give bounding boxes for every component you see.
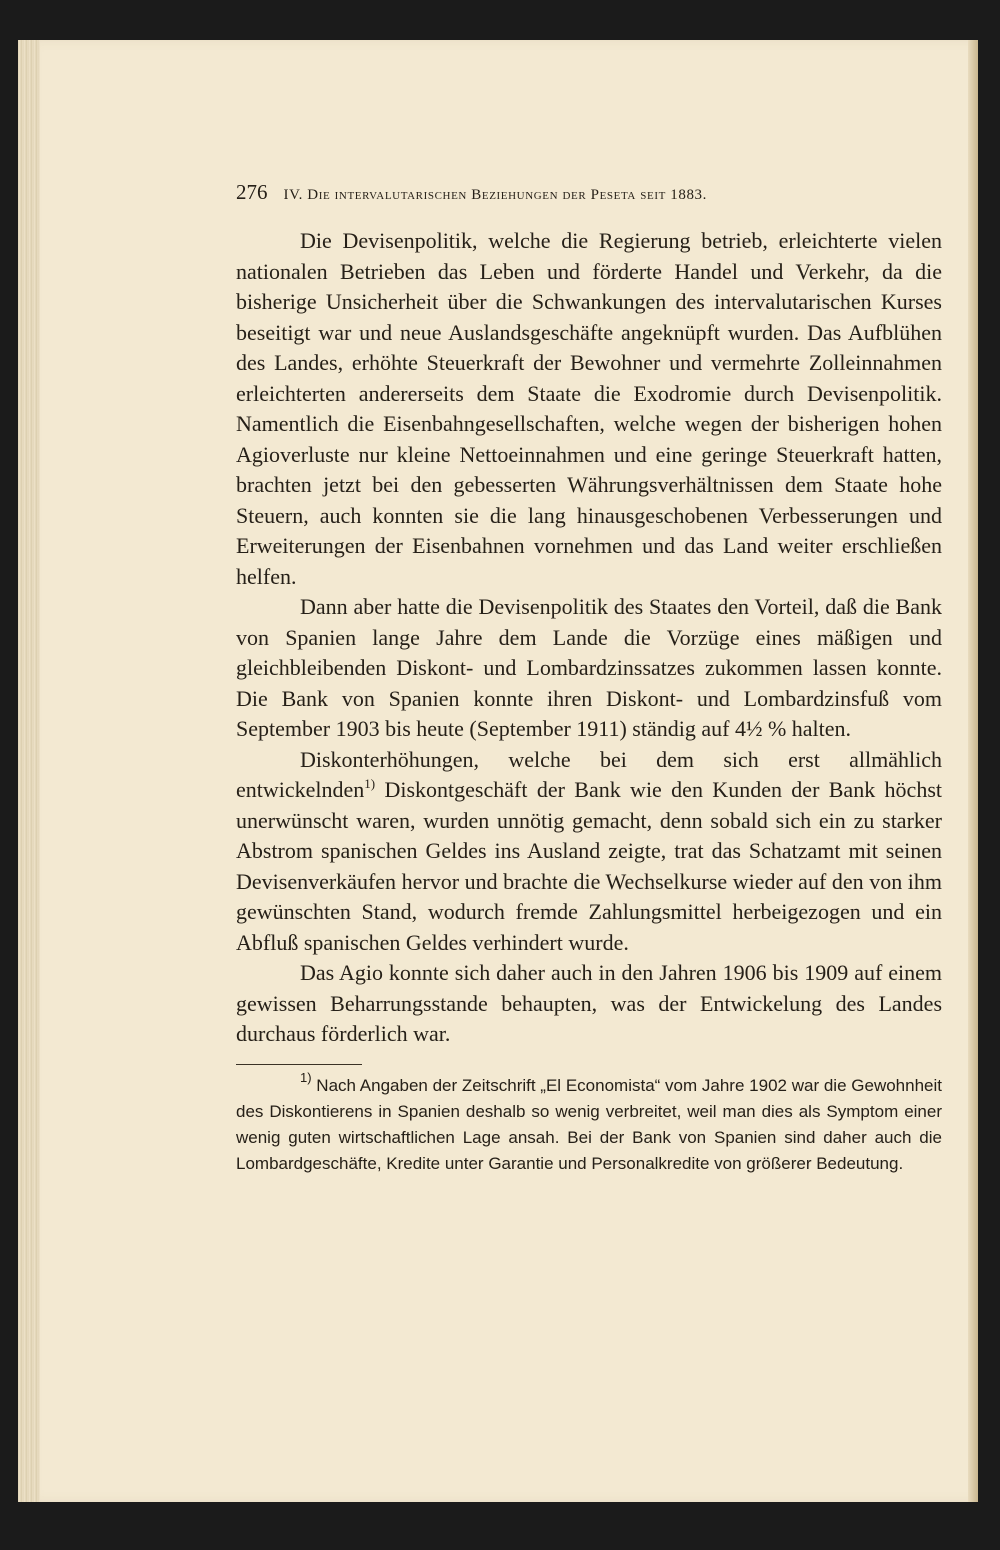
- page-edges: [18, 40, 40, 1502]
- page-number: 276: [236, 180, 268, 204]
- footnote-rule: [236, 1064, 362, 1065]
- paragraph-4: Das Agio konnte sich daher auch in den Jahren 1906 bis 1909 auf einem gewissen Beharrungsstande behaupten, was der Entwickelung des Landes durchaus förderlich war.: [236, 960, 942, 1046]
- running-head: [236, 180, 942, 210]
- paragraph-3-text-after: Diskontgeschäft der Bank wie den Kunden der Bank höchst unerwünscht waren, wurden unnötig gemacht, denn sobald sich ein zu starker Abstrom spanischen Geldes ins Ausland zeigte, trat das Schatzamt mit seinen Devisenverkäufen hervor und brachte die Wechselkurse wieder auf den von ihm gewünschten Stand, wodurch fremde Zahlungsmittel herbeigezogen und ein Abfluß spanischen Geldes verhindert wurde.: [236, 777, 942, 955]
- text-block: [236, 180, 942, 1177]
- footnote-mark: 1): [300, 1069, 312, 1085]
- footnote-text: Nach Angaben der Zeitschrift „El Economista“ vom Jahre 1902 war die Gewohnheit des Diskontierens in Spanien deshalb so wenig verbreitet, weil man dies als Symptom einer wenig guten wirtschaftlichen Lage ansah. Bei der Bank von Spanien sind daher auch die Lombardgeschäfte, Kredite unter Garantie und Personalkredite von größerer Bedeutung.: [236, 1075, 942, 1173]
- page-gutter: [968, 40, 978, 1502]
- paragraph-1: Die Devisenpolitik, welche die Regierung betrieb, erleichterte vielen nationalen Betrieben das Leben und förderte Handel und Verkehr, da die bisherige Unsicherheit über die Schwankungen des intervalutarischen Kurses beseitigt war und neue Auslandsgeschäfte angeknüpft wurden. Das Aufblühen des Landes, erhöhte Steuerkraft der Bewohner und vermehrte Zolleinnahmen erleichterten andererseits dem Staate die Exodromie durch Devisenpolitik. Namentlich die Eisenbahngesellschaften, welche wegen der bisherigen hohen Agioverluste nur kleine Nettoeinnahmen und eine geringe Steuerkraft hatten, brachten jetzt bei den gebesserten Währungsverhältnissen dem Staate hohe Steuern, auch konnten sie die lang hinausgeschobenen Verbesserungen und Erweiterungen der Eisenbahnen vornehmen und das Land weiter erschließen helfen.: [236, 228, 942, 589]
- footnote: [236, 1069, 942, 1177]
- book-page: [18, 40, 978, 1502]
- paragraph-2: Dann aber hatte die Devisenpolitik des Staates den Vorteil, daß die Bank von Spanien lange Jahre dem Lande die Vorzüge eines mäßigen und gleichbleibenden Diskont- und Lombardzinssatzes zukommen lassen konnte. Die Bank von Spanien konnte ihren Diskont- und Lombardzinsfuß vom September 1903 bis heute (September 1911) ständig auf 4½ % halten.: [236, 594, 942, 741]
- running-head-title: IV. Die intervalutarischen Beziehungen der Peseta seit 1883.: [283, 187, 708, 203]
- footnote-reference: 1): [364, 776, 376, 791]
- paragraph-3-text-before: Diskonterhöhungen, welche bei dem sich erst allmählich entwickelnden: [236, 746, 942, 802]
- paragraph-3: [236, 745, 942, 959]
